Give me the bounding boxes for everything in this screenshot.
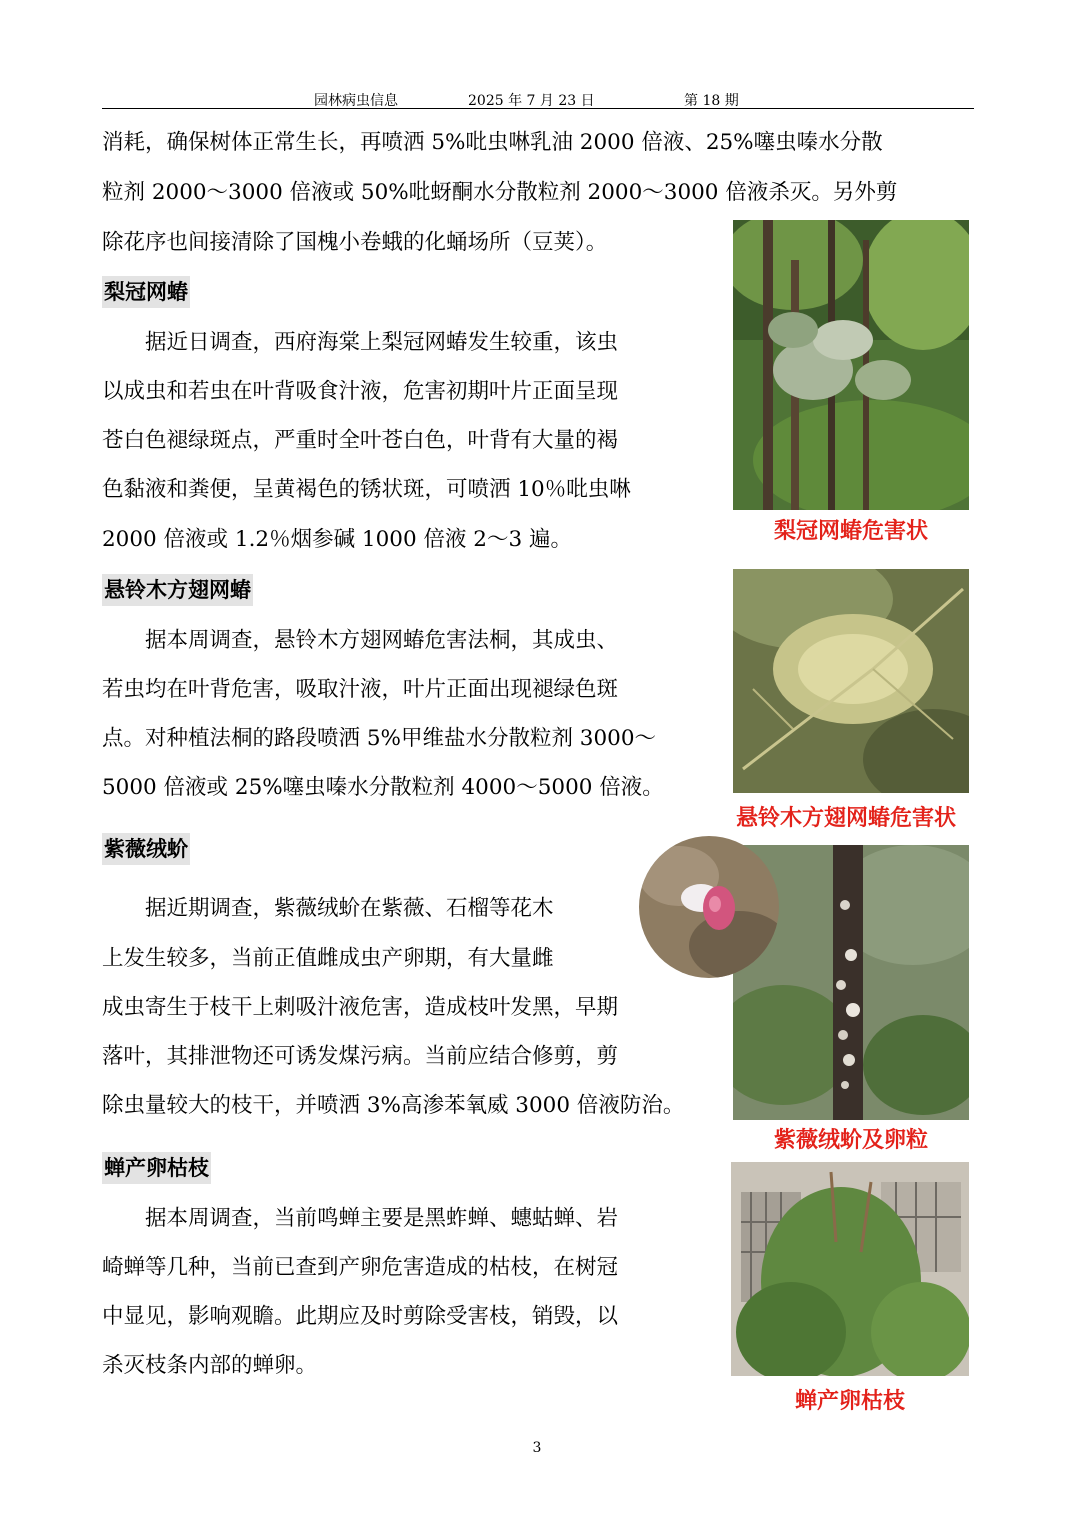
s4-line-4: 杀灭枝条内部的蝉卵。 [102, 1353, 318, 1378]
s3-line-3: 成虫寄生于枝干上刺吸汁液危害，造成枝叶发黑，早期 [102, 995, 619, 1020]
pear-lace-bug-caption: 梨冠网蝽危害状 [773, 519, 928, 544]
s2-line-1: 据本周调查，悬铃木方翅网蝽危害法桐，其成虫、 [102, 628, 619, 653]
s1-line-3: 苍白色褪绿斑点，严重时全叶苍白色，叶背有大量的褐 [102, 428, 619, 453]
section-heading-sycamore-lace-bug: 悬铃木方翅网蝽 [102, 574, 253, 606]
sycamore-lace-bug-caption: 悬铃木方翅网蝽危害状 [735, 806, 956, 831]
s1-line-5: 2000 倍液或 1.2％烟参碱 1000 倍液 2～3 遍。 [102, 527, 572, 552]
header-title: 园林病虫信息 [314, 93, 398, 109]
crape-myrtle-scale-caption: 紫薇绒蚧及卵粒 [773, 1128, 928, 1153]
s2-line-3: 点。对种植法桐的路段喷洒 5%甲维盐水分散粒剂 3000～ [102, 726, 656, 751]
page-header [102, 88, 974, 109]
s1-line-4: 色黏液和粪便，呈黄褐色的锈状斑，可喷洒 10％吡虫啉 [102, 477, 631, 502]
header-issue: 第 18 期 [684, 93, 739, 109]
intro-line-1: 消耗，确保树体正常生长，再喷洒 5%吡虫啉乳油 2000 倍液、25%噻虫嗪水分散 [102, 130, 883, 155]
intro-line-2: 粒剂 2000～3000 倍液或 50%吡蚜酮水分散粒剂 2000～3000 倍液杀灭。另外剪 [102, 180, 898, 205]
pear-lace-bug-photo [733, 220, 969, 510]
s4-line-2: 崎蝉等几种，当前已查到产卵危害造成的枯枝，在树冠 [102, 1255, 619, 1280]
s2-line-4: 5000 倍液或 25%噻虫嗪水分散粒剂 4000～5000 倍液。 [102, 775, 664, 800]
page-number: 3 [532, 1440, 542, 1456]
sycamore-lace-bug-photo [733, 569, 969, 793]
s3-line-1: 据近期调查，紫薇绒蚧在紫薇、石榴等花木 [102, 896, 554, 921]
section-heading-crape-myrtle-scale: 紫薇绒蚧 [102, 833, 190, 865]
s2-line-2: 若虫均在叶背危害，吸取汁液，叶片正面出现褪绿色斑 [102, 677, 619, 702]
cicada-dead-branches-caption: 蝉产卵枯枝 [794, 1389, 905, 1414]
header-date: 2025 年 7 月 23 日 [468, 93, 595, 109]
s1-line-1: 据近日调查，西府海棠上梨冠网蝽发生较重，该虫 [102, 330, 619, 355]
s3-line-5: 除虫量较大的枝干，并喷洒 3%高渗苯氧威 3000 倍液防治。 [102, 1093, 685, 1118]
s3-line-2: 上发生较多，当前正值雌成虫产卵期，有大量雌 [102, 946, 554, 971]
scale-insect-closeup-photo [639, 836, 779, 978]
cicada-dead-branches-photo [731, 1162, 969, 1376]
section-heading-pear-lace-bug: 梨冠网蝽 [102, 276, 190, 308]
intro-line-3: 除花序也间接清除了国槐小卷蛾的化蛹场所（豆荚）。 [102, 230, 608, 255]
s4-line-3: 中显见，影响观瞻。此期应及时剪除受害枝，销毁，以 [102, 1304, 619, 1329]
s4-line-1: 据本周调查，当前鸣蝉主要是黑蚱蝉、蟪蛄蝉、岩 [102, 1206, 619, 1231]
s3-line-4: 落叶，其排泄物还可诱发煤污病。当前应结合修剪，剪 [102, 1044, 619, 1069]
section-heading-cicada-dead-branches: 蝉产卵枯枝 [102, 1152, 211, 1184]
s1-line-2: 以成虫和若虫在叶背吸食汁液，危害初期叶片正面呈现 [102, 379, 619, 404]
